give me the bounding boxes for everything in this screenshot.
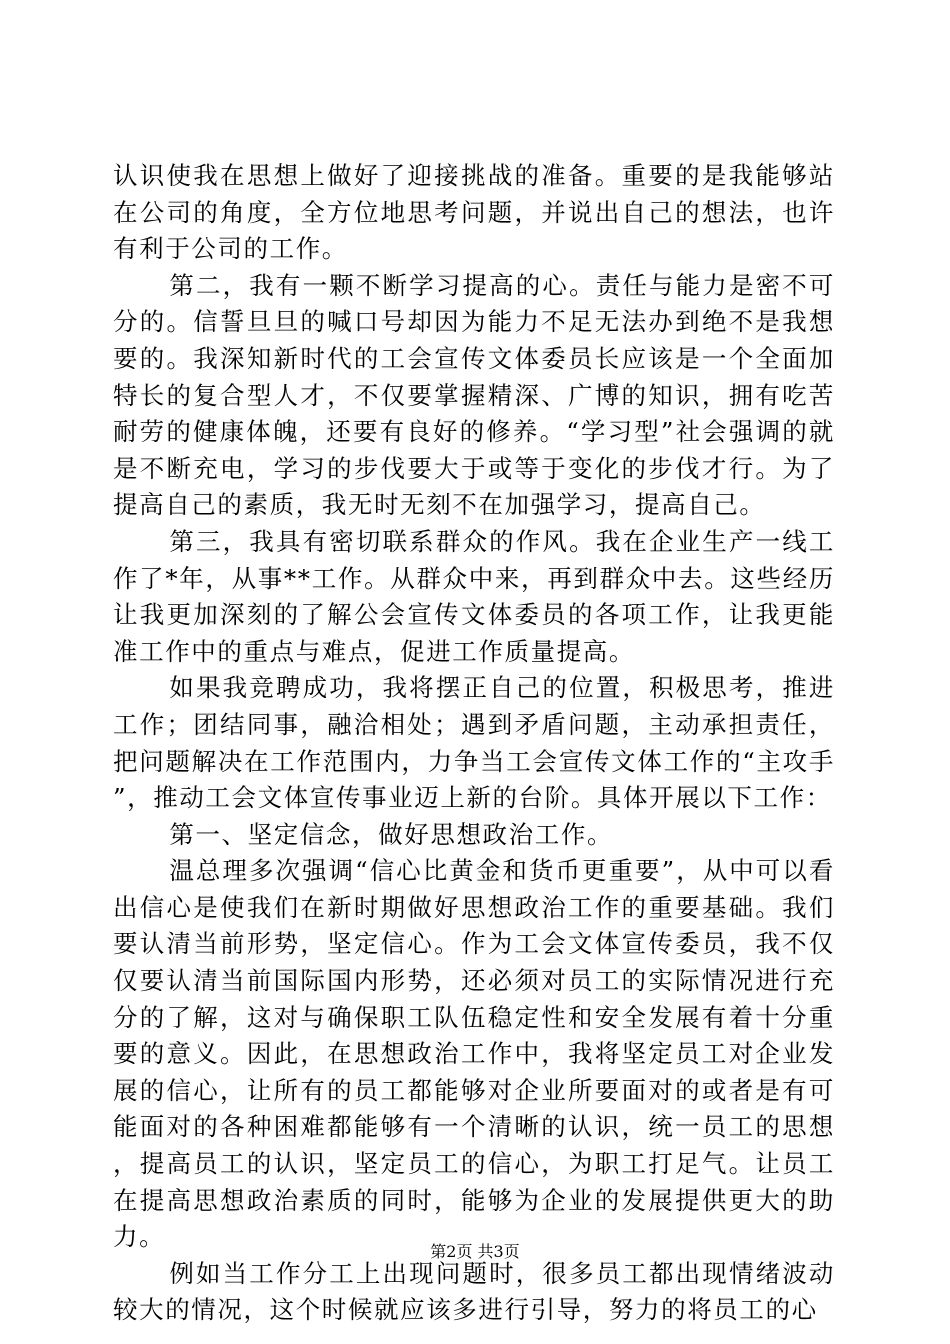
paragraph-third-point: 第三，我具有密切联系群众的作风。我在企业生产一线工作了*年，从事**工作。从群众中来，再到群众中去。这些经历让我更加深刻的了解公会宣传文体委员的各项工作，让我更能准工作中的重点与难点，促进工作质量提高。: [113, 526, 835, 666]
paragraph-if-successful: 如果我竞聘成功，我将摆正自己的位置，积极思考，推进工作；团结同事，融洽相处；遇到矛盾问题，主动承担责任，把问题解决在工作范围内，力争当工会宣传文体工作的“主攻手”，推动工会文体宣传事业迈上新的台阶。具体开展以下工作：: [113, 673, 835, 813]
page-number-footer: 第2页 共3页: [430, 1242, 520, 1261]
paragraph-example: 例如当工作分工上出现问题时，很多员工都出现情绪波动较大的情况，这个时候就应该多进行引导，努力的将员工的心: [113, 1258, 835, 1325]
paragraph-continuation: 认识使我在思想上做好了迎接挑战的准备。重要的是我能够站在公司的角度，全方位地思考问题，并说出自己的想法，也许有利于公司的工作。: [113, 161, 835, 264]
paragraph-second-point: 第二，我有一颗不断学习提高的心。责任与能力是密不可分的。信誓旦旦的喊口号却因为能力不足无法办到绝不是我想要的。我深知新时代的工会宣传文体委员长应该是一个全面加特长的复合型人才，不仅要掌握精深、广博的知识，拥有吃苦耐劳的健康体魄，还要有良好的修养。“学习型”社会强调的就是不断充电，学习的步伐要大于或等于变化的步伐才行。为了提高自己的素质，我无时无刻不在加强学习，提高自己。: [113, 270, 835, 520]
paragraph-section-heading: 第一、坚定信念，做好思想政治工作。: [169, 819, 614, 849]
paragraph-confidence: 温总理多次强调“信心比黄金和货币更重要”，从中可以看出信心是使我们在新时期做好思想政治工作的重要基础。我们要认清当前形势，坚定信心。作为工会文体宣传委员，我不仅仅要认清当前国际国内形势，还必须对员工的实际情况进行充分的了解，这对与确保职工队伍稳定性和安全发展有着十分重要的意义。因此，在思想政治工作中，我将坚定员工对企业发展的信心，让所有的员工都能够对企业所要面对的或者是有可能面对的各种困难都能够有一个清晰的认识，统一员工的思想，提高员工的认识，坚定员工的信心，为职工打足气。让员工在提高思想政治素质的同时，能够为企业的发展提供更大的助力。: [113, 856, 835, 1252]
document-body: [113, 158, 835, 1329]
